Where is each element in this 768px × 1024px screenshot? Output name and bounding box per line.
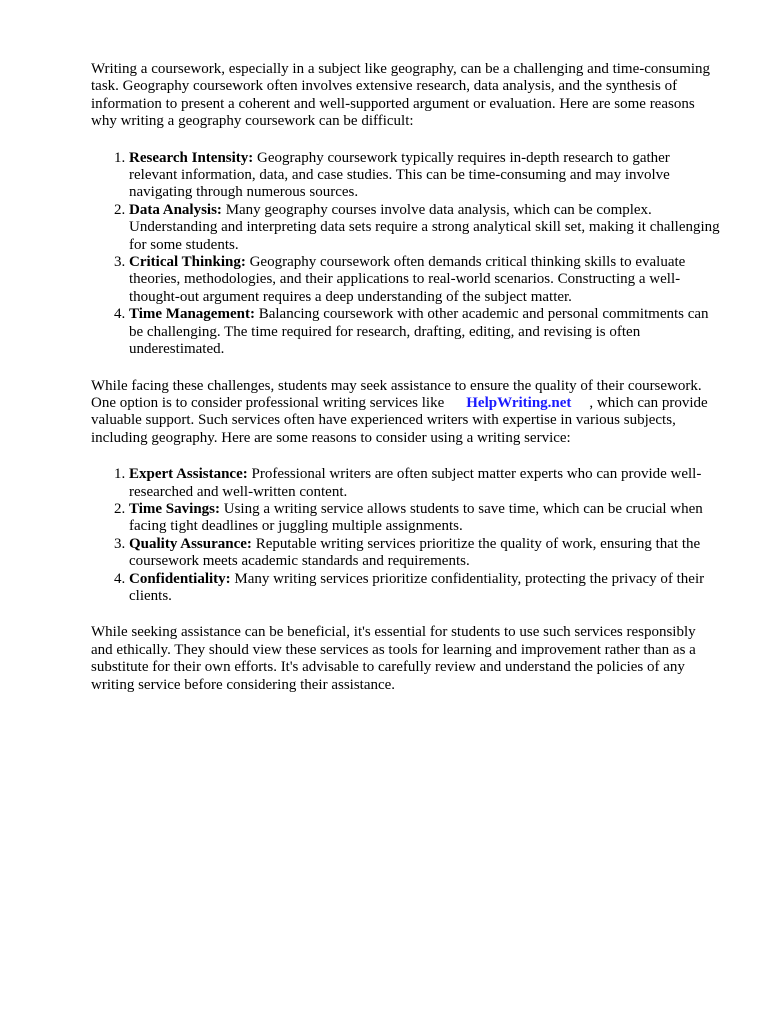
list-item-term: Research Intensity: [129,149,254,166]
list-item [129,501,721,536]
middle-text-before-link: While facing these challenges, students may seek assistance to ensure the quality of their coursework. One option is to consider professional writing services like [91,377,702,411]
list-item [129,466,721,501]
list-item-text: Reputable writing services prioritize the quality of work, ensuring that the coursework meets academic standards and requirements. [129,535,701,570]
list-item-text: Geography coursework typically requires in-depth research to gather relevant information, data, and case studies. This can be time-consuming and may involve navigating through numerous sources. [129,149,670,201]
list-item [129,150,721,202]
list-item-text: Many writing services prioritize confidentiality, protecting the privacy of their clients. [129,570,705,604]
middle-text-after-link: , which can provide valuable support. Such services often have experienced writers with expertise in various subjects, including geography. Here are some reasons to consider using a writing service: [91,394,708,446]
list-item [129,202,721,254]
conclusion-paragraph: While seeking assistance can be beneficial, it's essential for students to use such services responsibly and ethically. They should view these services as tools for learning and improvement rather than as a substitute for their own efforts. It's advisable to carefully review and understand the policies of any writing service before considering their assistance. [91,624,696,693]
list-item-text: Balancing coursework with other academic and personal commitments can be challenging. The time required for research, drafting, editing, and revising is often underestimated. [129,306,709,358]
document-page [91,61,721,713]
middle-paragraph [91,378,721,448]
list-item-text: Professional writers are often subject matter experts who can provide well-researched and well-written content. [129,466,702,500]
list-item [129,571,721,606]
list-item [129,306,721,358]
list-item-term: Confidentiality: [129,570,231,587]
list-item-text: Using a writing service allows students to save time, which can be crucial when facing tight deadlines or juggling multiple assignments. [129,500,703,535]
list-item-term: Quality Assurance: [129,535,252,552]
list-item-term: Time Management: [129,306,255,323]
list-item-term: Critical Thinking: [129,254,246,271]
list-item-text: Geography coursework often demands critical thinking skills to evaluate theories, methodologies, and their applications to real-world scenarios. Constructing a well-thought-out argument requires a deep understanding of the subject matter. [129,254,686,305]
list-item-term: Expert Assistance: [129,466,248,483]
list-item [129,536,721,571]
difficulties-list [91,150,721,359]
list-item-term: Data Analysis: [129,201,222,218]
reasons-list [91,466,721,605]
helpwriting-link[interactable]: HelpWriting.net [466,394,572,411]
list-item [129,254,721,306]
list-item-text: Many geography courses involve data analysis, which can be complex. Understanding and interpreting data sets require a strong analytical skill set, making it challenging for some students. [129,201,720,253]
list-item-term: Time Savings: [129,500,220,517]
intro-paragraph: Writing a coursework, especially in a subject like geography, can be a challenging and time-consuming task. Geography coursework often involves extensive research, data analysis, and the synthesis of information to present a coherent and well-supported argument or evaluation. Here are some reasons why writing a geography coursework can be difficult: [91,61,711,130]
